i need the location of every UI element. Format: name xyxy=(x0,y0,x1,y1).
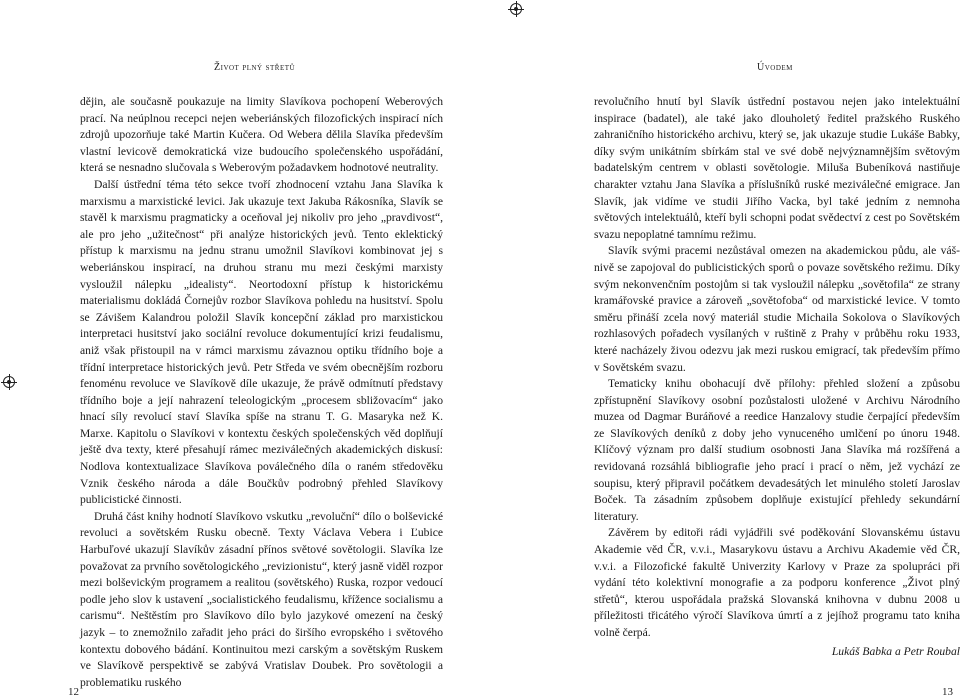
editors-signature: Lukáš Babka a Petr Roubal xyxy=(831,644,960,658)
right-paragraph-3: Tematicky knihu obohacují dvě přílohy: přehled složení a způsobu zpřístupnění Slavíkovy osobní pozůstalosti uložené v Archivu Národního muzea od Dagmar Buráňové a reedice Hanzalovy studie čerpající především ze Slavíkových deníků z doby jeho vynuceného umlčení po únoru 1948. Klíčový význam pro další studium osobnosti Jana Slavíka má rozšířená a revidovaná rozsáhlá bibliografie jeho prací i prací o něm, jež vychází ze soupisu, který připravil počátkem devadesátých let minulého století Jaroslav Boček. Ta zásadním způsobem doplňuje existující přehledy sekundární literatury. xyxy=(594,377,960,523)
right-paragraph-4: Závěrem by editoři rádi vyjádřili své poděkování Slovanskému ústavu Akademie věd ČR, v.v.i., Masarykovu ústavu a Archivu Akademie věd ČR, v.v.i. a Filozofické fakultě Univerzity Karlovy v Praze za spolupráci při vydání této kolektivní monografie a za podporu konference „Život plný střetů“, kterou uspořádala pražská Slovanská knihovna v dubnu 2008 u příležitosti třicátého výročí Slavíkova úmrtí a z jejíhož programu tato kniha volně čerpá. xyxy=(594,526,960,639)
right-paragraph-1: revolučního hnutí byl Slavík ústřední postavou nejen jako intelektuální inspirace (badatel), ale také jako dlouholetý ředitel pražského Ruského zahraničního historického archivu, který se, jak ukazuje studie Lukáše Babky, díky svým unikátním sbírkám stal ve své době nejvýznamnějším světovým badatelským centrem v oblasti sovětologie. Miluša Bubeníková nastiňuje charakter vztahu Jana Slavíka a příslušníků ruské meziválečné emigrace. Jan Slavík, jak vidíme ve studii Jiřího Vacka, byl také jedním z nemnoha světových intelektuálů, kteří byli schopni podat svědectví z cest po Sovětském svazu nepoplatné tamnímu režimu. xyxy=(594,95,960,241)
running-head-right: Úvodem xyxy=(757,62,793,73)
left-paragraph-2: Další ústřední téma této sekce tvoří zhodnocení vztahu Jana Slavíka k marxismu a marxistické levici. Jak ukazuje text Jakuba Rákosníka, Slavík se stavěl k marxismu pragmaticky a oceňoval jej nikoliv pro jeho „pravdivost“, ale pro jeho „užitečnost“ při analýze historických jevů. Tento eklektický přístup k marxismu na jednu stranu umožnil Slavíkovi kombinovat jej s weberiánskou inspirací, na druhou stranu mu mezi českými marxisty vysloužil nálepku „idealisty“. Neortodoxní přístup k historickému materialismu dokládá Čornejův rozbor Slavíkova pohledu na husitství. Spolu se Závišem Kalandrou položil Slavík koncepční základ pro marxistickou interpretaci husitství jako sociální revoluce dokumentující krizi feudalismu, aniž však přistoupil na v rámci marxismu závaznou optiku třídního boje a třídní interpretace historických jevů. Petr Středa ve svém obecnějším rozboru fenoménu revoluce ve Slavíkově díle ukazuje, že právě odmítnutí představy třídního boje a její nahrazení teleologickým „procesem sbližovacím“ jako hnací síly revolucí staví Slavíka spíše na stranu T. G. Masaryka než K. Marxe. Kapitolu o Slavíkovi v kontextu českých společenských věd doplňují ještě dva texty, které přesahují rámec meziválečných akademických diskusí: Nodlova kontextualizace Slavíkova poválečného díla o raném středověku Vznik českého národa a dále Boučkův podrobný přehled Slavíkovy publicistické činnosti. xyxy=(80,177,443,507)
left-page-column xyxy=(80,94,443,691)
page-number-right: 13 xyxy=(942,686,953,698)
running-head-left: Život plný střetů xyxy=(214,62,296,73)
registration-mark-top xyxy=(510,3,522,15)
page-number-left: 12 xyxy=(68,686,79,698)
registration-mark-left xyxy=(3,376,15,388)
left-paragraph-1: dějin, ale současně poukazuje na limity Slavíkova pochopení Weberových prací. Na neúplnou recepci nejen weberiánských filozofických inspirací ních zdrojů upozorňuje také Martin Kučera. Od Webera dělila Slavíka především vlastní levicově demokratická vize budoucího společenského uspořádání, která se nesnadno slučovala s Weberovým požadavkem hodnotové neutrality. xyxy=(80,95,443,175)
right-page-column xyxy=(594,94,960,660)
left-paragraph-3: Druhá část knihy hodnotí Slavíkovo vskutku „revoluční“ dílo o bolševické revoluci a sovětském Rusku obecně. Texty Václava Vebera i Ľubice Harbuľové ukazují Slavíkův zásadní přínos světové sovětologii. Slavíka lze považovat za prvního sovětologického „revizionistu“, který jasně viděl rozpor mezi bolševickým programem a realitou (sovětského) Ruska, rozpor vedoucí podle jeho slov k ustavení „socialistického feudalismu, křížence socialismu a carismu“. Neštěstím pro Slavíkovo dílo bylo jazykové omezení na český jazyk – to znemožnilo zařadit jeho práci do širšího evropského i světového kontextu dobového bádání. Kontinuitou mezi carským a sovětským Ruskem ve Slavíkově perspektivě se zabývá Vratislav Doubek. Pro sovětologii a problematiku ruského xyxy=(80,509,443,689)
right-paragraph-2: Slavík svými pracemi nezůstával omezen na akademickou půdu, ale vášnivě se zapojoval do publicistických sporů o povaze sovětského režimu. Díky svým nekonvenčním postojům si tak vysloužil nálepku „sovětofila“ ze strany kramářovské pravice a zároveň „sovětofoba“ od marxistické levice. V tomto směru přináší zcela nový materiál studie Michaila Sokolova o Slavíkových rozhlasových pořadech vysílaných v ruštině z Prahy v průběhu roku 1933, které nacházely živou odezvu jak mezi ruskou emigrací, tak především přímo v Sovětském svazu. xyxy=(594,244,960,374)
